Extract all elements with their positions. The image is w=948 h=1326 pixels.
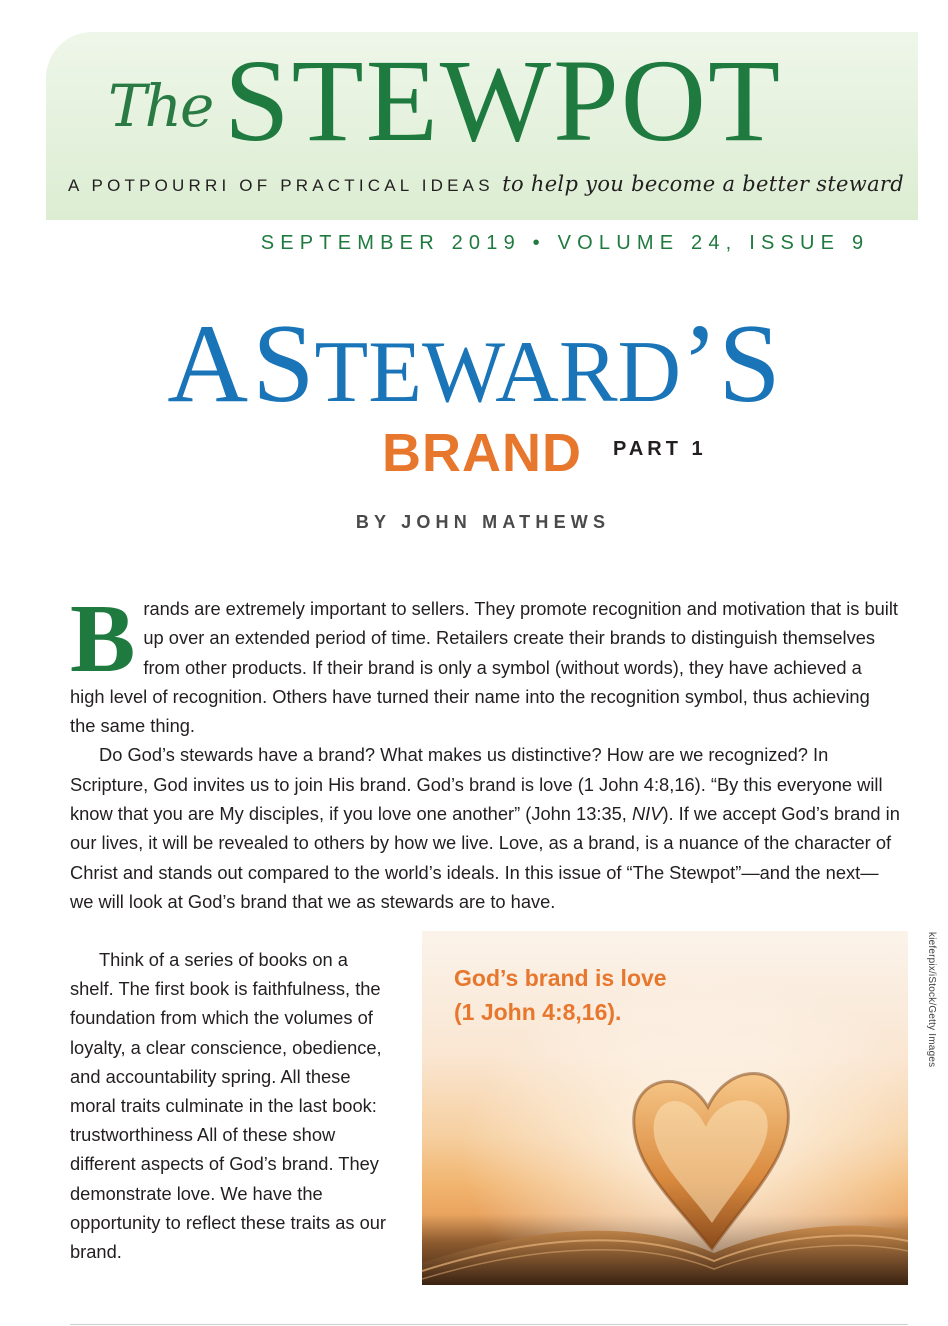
paragraph-2 (70, 740, 900, 916)
column-text (70, 945, 388, 1266)
heart-book-photo (422, 931, 908, 1285)
masthead-the: The (108, 72, 213, 140)
photo-credit: kieferpix/iStock/Getty Images (926, 932, 937, 1068)
bottom-divider (70, 1324, 908, 1325)
byline: BY JOHN MATHEWS (355, 512, 611, 532)
drop-cap: B (70, 585, 136, 693)
masthead (46, 32, 918, 220)
issue-info: SEPTEMBER 2019 • VOLUME 24, ISSUE 9 (260, 232, 870, 254)
caption-line-2: (1 John 4:8,16). (454, 999, 622, 1025)
title-part: PART 1 (613, 438, 707, 460)
caption-line-1: God’s brand is love (454, 965, 667, 991)
article-body (70, 585, 900, 916)
paragraph-1-text: rands are extremely important to sellers. They promote recognition and motivation that is built up over an extended period of time. Retailers create their brands to distinguish themselves from other products. If their brand is only a symbol (without words), they have achieved a high level of recognition. Others have turned their name into the recognition symbol, thus achieving the same thing. (70, 598, 899, 737)
paragraph-2-text-a: Do God’s stewards have a brand? What makes us distinctive? How are we recognized? In Scripture, God invites us to join His brand. God’s brand is love (1 John 4:8,16). “By this everyone will know that you are My disciples, if you love one another” (John 13:35, (70, 744, 883, 825)
masthead-tagline (68, 172, 908, 196)
title-s1: S (252, 302, 315, 426)
title-brand: BRAND (382, 423, 582, 483)
title-a: A (167, 302, 249, 426)
title-teward: TEWARD (314, 324, 682, 421)
tagline-caps: A POTPOURRI OF PRACTICAL IDEAS (68, 176, 494, 195)
paragraph-2-niv: NIV (631, 803, 663, 825)
article-title (0, 302, 948, 426)
paragraph-3: Think of a series of books on a shelf. The first book is faithfulness, the foundation from which the volumes of loyalty, a clear conscience, obedience, and accountability spring. All these moral traits culminate in the last book: trustworthiness All of these show different aspects of God’s brand. They demonstrate love. We have the opportunity to reflect these traits as our brand. (70, 949, 387, 1263)
title-s2: ’S (681, 302, 781, 426)
masthead-title: STEWPOT (224, 35, 783, 166)
photo-caption (454, 961, 667, 1029)
paragraph-1 (70, 585, 900, 740)
tagline-script: to help you become a better steward (502, 172, 904, 196)
paragraph-2-text-b: ). If we accept God’s brand in our lives, it will be revealed to others by how we live. Love, as a brand, is a nuance of the character of Christ and stands out compared to the world’s ideals. In this issue of “The Stewpot”—and the next—we will look at God’s brand that we as stewards are to have. (70, 803, 900, 912)
